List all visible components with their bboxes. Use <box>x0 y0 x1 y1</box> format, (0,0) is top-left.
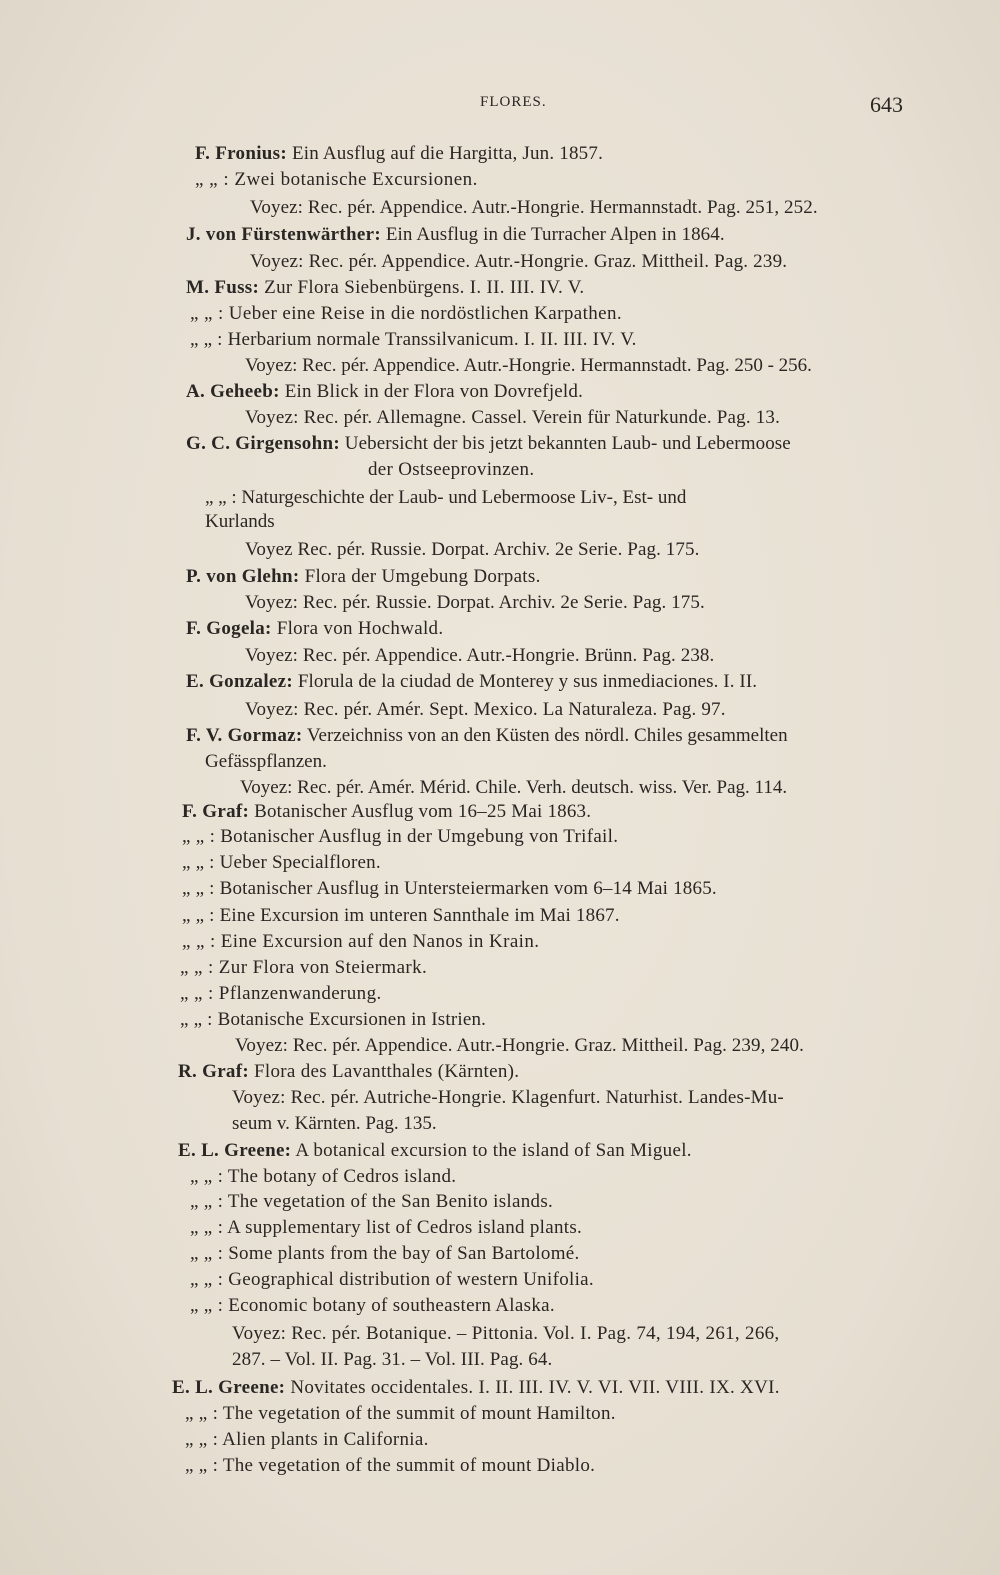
entry-text: Flora des Lavantthales (Kärnten). <box>249 1061 520 1082</box>
entry-line <box>185 1402 616 1426</box>
entry-author: P. von Glehn: <box>186 566 300 587</box>
entry-line <box>245 698 726 722</box>
entry-text: „ „ : Eine Excursion im unteren Sannthale im Mai 1867. <box>182 905 620 926</box>
entry-text: Florula de la ciudad de Monterey y sus inmediaciones. I. II. <box>293 671 758 692</box>
entry-line <box>180 982 382 1006</box>
entry-line <box>186 223 725 247</box>
page-number: 643 <box>870 92 903 117</box>
entry-line <box>205 510 275 534</box>
entry-line <box>182 800 591 824</box>
entry-author: F. V. Gormaz: <box>186 725 303 746</box>
entry-line <box>180 956 427 980</box>
entry-line <box>245 354 812 378</box>
entry-text: „ „ : Botanischer Ausflug in der Umgebung von Trifail. <box>182 826 619 847</box>
entry-line <box>245 538 699 562</box>
entry-line <box>185 1454 595 1478</box>
entry-line <box>186 565 541 589</box>
entry-author: F. Graf: <box>182 801 250 822</box>
entry-text: „ „ : Zur Flora von Steiermark. <box>180 957 428 978</box>
entry-line <box>368 458 534 482</box>
entry-author: J. von Fürstenwärther: <box>186 224 381 245</box>
entry-text: Voyez: Rec. pér. Allemagne. Cassel. Verein für Naturkunde. Pag. 13. <box>245 407 781 428</box>
entry-text: „ „ : Naturgeschichte der Laub- und Lebermoose Liv-, Est- und <box>205 487 687 508</box>
entry-text: Voyez Rec. pér. Russie. Dorpat. Archiv. 2e Serie. Pag. 175. <box>245 539 700 560</box>
entry-text: der Ostseeprovinzen. <box>368 459 535 480</box>
entry-line <box>190 1242 580 1266</box>
entry-text: „ „ : The botany of Cedros island. <box>190 1166 457 1187</box>
entry-text: Voyez: Rec. pér. Appendice. Autr.-Hongrie. Hermannstadt. Pag. 250 - 256. <box>245 355 812 376</box>
entry-text: Voyez: Rec. pér. Appendice. Autr.-Hongrie. Graz. Mittheil. Pag. 239, 240. <box>235 1035 804 1056</box>
entry-text: Zur Flora Siebenbürgens. I. II. III. IV. V. <box>259 277 585 298</box>
entry-line <box>240 776 787 800</box>
entry-text: „ „ : Botanische Excursionen in Istrien. <box>180 1009 487 1030</box>
entry-line <box>190 1294 555 1318</box>
entry-text: Uebersicht der bis jetzt bekannten Laub- und Lebermoose <box>339 433 791 454</box>
entry-author: G. C. Girgensohn: <box>186 433 340 454</box>
entry-line <box>182 904 620 928</box>
entry-text: Ein Blick in der Flora von Dovrefjeld. <box>279 381 584 402</box>
entry-text: seum v. Kärnten. Pag. 135. <box>232 1113 437 1134</box>
entry-text: „ „ : Ueber Specialfloren. <box>182 852 381 873</box>
entry-text: Voyez: Rec. pér. Russie. Dorpat. Archiv. 2e Serie. Pag. 175. <box>245 592 705 613</box>
entry-text: „ „ : Some plants from the bay of San Bartolomé. <box>190 1243 580 1264</box>
entry-line <box>190 302 622 326</box>
entry-text: Kurlands <box>205 511 275 532</box>
entry-text: „ „ : Pflanzenwanderung. <box>180 983 382 1004</box>
entry-line <box>250 250 787 274</box>
entry-line <box>190 1190 553 1214</box>
entry-text: Botanischer Ausflug vom 16–25 Mai 1863. <box>249 801 592 822</box>
entry-text: „ „ : Botanischer Ausflug in Untersteiermarken vom 6–14 Mai 1865. <box>182 878 717 899</box>
entry-line <box>232 1086 784 1110</box>
entry-line <box>186 276 584 300</box>
entry-text: Voyez: Rec. pér. Amér. Sept. Mexico. La Naturaleza. Pag. 97. <box>245 699 726 720</box>
entry-line <box>245 591 705 615</box>
entry-line <box>232 1348 552 1372</box>
entry-author: F. Fronius: <box>195 143 287 164</box>
entry-text: Voyez: Rec. pér. Autriche-Hongrie. Klagenfurt. Naturhist. Landes-Mu- <box>232 1087 784 1108</box>
entry-line <box>182 877 717 901</box>
entry-line <box>186 670 757 694</box>
entry-text: „ „ : The vegetation of the summit of mount Diablo. <box>185 1455 596 1476</box>
entry-line <box>182 851 381 875</box>
entry-text: „ „ : Herbarium normale Transsilvanicum. I. II. III. IV. V. <box>190 329 637 350</box>
entry-text: A botanical excursion to the island of San Miguel. <box>291 1140 692 1161</box>
entry-text: Voyez: Rec. pér. Amér. Mérid. Chile. Verh. deutsch. wiss. Ver. Pag. 114. <box>240 777 788 798</box>
entry-author: E. L. Greene: <box>178 1140 292 1161</box>
entry-line <box>250 196 818 220</box>
entry-author: F. Gogela: <box>186 618 272 639</box>
entry-text: Flora der Umgebung Dorpats. <box>299 566 541 587</box>
entry-text: „ „ : Economic botany of southeastern Alaska. <box>190 1295 555 1316</box>
entry-text: „ „ : Eine Excursion auf den Nanos in Krain. <box>182 931 540 952</box>
entry-text: 287. – Vol. II. Pag. 31. – Vol. III. Pag. 64. <box>232 1349 553 1370</box>
entry-line <box>245 406 780 430</box>
entry-line <box>178 1060 519 1084</box>
entry-line <box>178 1139 692 1163</box>
entry-author: R. Graf: <box>178 1061 249 1082</box>
entry-author: A. Geheeb: <box>186 381 280 402</box>
entry-line <box>205 750 327 774</box>
entry-line <box>205 486 686 510</box>
entry-line <box>190 1165 456 1189</box>
entry-line <box>185 1428 429 1452</box>
entry-text: Voyez: Rec. pér. Botanique. – Pittonia. Vol. I. Pag. 74, 194, 261, 266, <box>232 1323 780 1344</box>
entry-text: Voyez: Rec. pér. Appendice. Autr.-Hongrie. Hermannstadt. Pag. 251, 252. <box>250 197 818 218</box>
entry-text: Flora von Hochwald. <box>271 618 444 639</box>
entry-line <box>186 617 443 641</box>
entry-text: „ „ : Geographical distribution of western Unifolia. <box>190 1269 594 1290</box>
entry-text: „ „ : Zwei botanische Excursionen. <box>195 169 478 190</box>
entry-line <box>186 432 791 456</box>
entry-author: M. Fuss: <box>186 277 260 298</box>
entry-line <box>182 825 618 849</box>
entry-text: Gefässpflanzen. <box>205 751 327 772</box>
entry-text: Voyez: Rec. pér. Appendice. Autr.-Hongrie. Brünn. Pag. 238. <box>245 645 715 666</box>
entry-text: „ „ : A supplementary list of Cedros island plants. <box>190 1217 583 1238</box>
entry-author: E. Gonzalez: <box>186 671 294 692</box>
running-header <box>0 92 1000 122</box>
entry-line <box>235 1034 804 1058</box>
entry-text: Ein Ausflug in die Turracher Alpen in 1864. <box>381 224 725 245</box>
entry-line <box>180 1008 486 1032</box>
entry-author: E. L. Greene: <box>172 1377 286 1398</box>
entry-line <box>172 1376 780 1400</box>
entry-line <box>245 644 714 668</box>
entry-line <box>195 168 478 192</box>
entry-line <box>182 930 539 954</box>
entry-line <box>190 328 637 352</box>
entry-line <box>186 380 583 404</box>
entry-text: Ein Ausflug auf die Hargitta, Jun. 1857. <box>287 143 604 164</box>
entry-text: Novitates occidentales. I. II. III. IV. V. VI. VII. VIII. IX. XVI. <box>285 1377 780 1398</box>
entry-line <box>232 1322 779 1346</box>
entry-line <box>232 1112 437 1136</box>
entry-line <box>190 1268 594 1292</box>
entry-text: Verzeichniss von an den Küsten des nördl. Chiles gesammelten <box>302 725 788 746</box>
entry-line <box>195 142 603 166</box>
entry-line <box>186 724 788 748</box>
entry-text: „ „ : Ueber eine Reise in die nordöstlichen Karpathen. <box>190 303 623 324</box>
entry-text: „ „ : The vegetation of the San Benito islands. <box>190 1191 554 1212</box>
entry-text: Voyez: Rec. pér. Appendice. Autr.-Hongrie. Graz. Mittheil. Pag. 239. <box>250 251 788 272</box>
running-title: FLORES. <box>480 94 547 110</box>
entry-line <box>190 1216 582 1240</box>
entry-text: „ „ : The vegetation of the summit of mount Hamilton. <box>185 1403 616 1424</box>
entry-text: „ „ : Alien plants in California. <box>185 1429 429 1450</box>
